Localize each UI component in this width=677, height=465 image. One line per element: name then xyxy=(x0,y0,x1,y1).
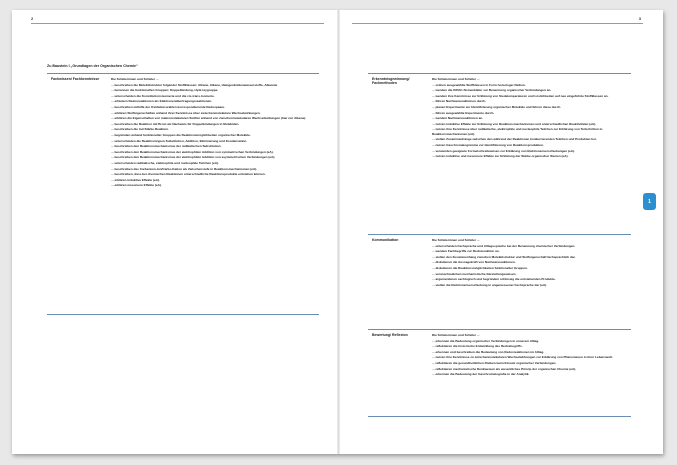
header-rule-left xyxy=(31,23,324,24)
competence-item: ... wenden ihre Kenntnisse zur Erklärung von Siedetemperaturen und Löslichkeiten auf neu eingeführte Stoffklassen an. xyxy=(432,93,609,98)
competence-item: ... planen Experimente zur Identifizierung organischer Moleküle und führen diese durch. xyxy=(432,105,562,110)
competence-item: ... nutzen induktive Effekte zur Erklärung von Reaktionsmechanismen und unterschiedlichen Reaktivitäten (eA). xyxy=(432,121,597,126)
competence-table-right xyxy=(368,73,631,417)
competence-item: ... erklären induktive Effekte (eA). xyxy=(111,177,160,182)
competence-item: ... unterscheiden Fachsprache und Alltagssprache bei der Benennung chemischer Verbindungen. xyxy=(432,243,576,248)
row-intro: Die Schülerinnen und Schüler ... xyxy=(432,238,480,242)
competence-item: ... beschreiben den Reaktionsmechanismus der elektrophilen Addition von asymmetrischen Verbindungen (eA). xyxy=(111,155,276,160)
competence-item: ... nutzen Gaschromatogramme zur Identifizierung von Reaktionsprodukten. xyxy=(432,142,544,147)
competence-item: ... erkennen die Bedeutung organischer Verbindungen in unserem Alltag. xyxy=(432,338,540,343)
competence-item: ... wenden Nachweisreaktionen an. xyxy=(432,116,484,121)
competence-list xyxy=(432,83,625,159)
competence-list xyxy=(111,83,313,188)
competence-item: ... nutzen induktive und mesomere Effekte zur Erklärung der Stärke organischer Säuren (eA). xyxy=(432,154,569,159)
competence-item: ... diskutieren die Reaktionsmöglichkeiten funktioneller Gruppen. xyxy=(432,266,528,271)
competence-item: ... unterscheiden die Reaktionstypen Substitution, Addition, Eliminierung und Kondensation. xyxy=(111,138,248,143)
page-fold xyxy=(337,10,340,454)
row-intro: Die Schülerinnen und Schüler ... xyxy=(432,333,480,337)
row-label: Kommunikation xyxy=(372,238,399,242)
table-row-erkenntnisgewinnung xyxy=(368,74,631,234)
competence-item: ... erkennen die Bedeutung der Gaschromatografie in der Analytik. xyxy=(432,372,530,377)
competence-item: ... reflektieren mechanistische Denkweisen als wesentliches Prinzip der organischen Chemie (eA). xyxy=(432,366,577,371)
row-label: Fachwissen/ Fachkenntnisse xyxy=(51,77,100,81)
competence-item: ... verwenden geeignete Formelschreibweisen zur Erklärung von Elektronenverschiebungen (eA). xyxy=(432,148,575,153)
row-content xyxy=(432,238,625,288)
competence-item: ... nutzen ihre Kenntnisse über radikalische, elektrophile und nucleophile Teilchen zur Erklärung von Teilschritten in Reaktionsmechanismen (eA). xyxy=(432,127,603,136)
row-label: Bewertung/ Reflexion xyxy=(372,333,408,337)
competence-item: ... beschreiben die Iod-Stärke-Reaktion. xyxy=(111,127,169,132)
competence-item: ... reflektieren die gesundheitlichen Risiken beim Einsatz organischer Verbindungen. xyxy=(432,361,557,366)
competence-item: ... nutzen ihre Kenntnisse zu zwischenmolekularen Wechselwirkungen zur Erklärung von Phänomenen in ihrer Lebenswelt. xyxy=(432,355,613,360)
row-intro: Die Schülerinnen und Schüler ... xyxy=(111,77,159,81)
row-intro: Die Schülerinnen und Schüler ... xyxy=(432,77,480,81)
row-content xyxy=(111,77,313,189)
competence-item: ... stellen die Elektronenverschiebung in angemessener Fachsprache dar (eA). xyxy=(432,282,548,287)
competence-item: ... argumentieren sachlogisch und begründen schlüssig die entstehenden Produkte. xyxy=(432,277,556,282)
competence-item: ... benennen die funktionellen Gruppen: Doppelbindung, Hydroxygruppe. xyxy=(111,88,219,93)
competence-item: ... beschreiben die Reaktion mit Brom als Nachweis für Doppelbindungen in Molekülen. xyxy=(111,121,240,126)
competence-item: ... erkennen und beschreiben die Bedeutung von Redoxreaktionen im Alltag. xyxy=(432,349,545,354)
book-spread xyxy=(12,10,663,454)
competence-item: ... beschreiben den Reaktionsmechanismus der elektrophilen Addition von symmetrischen Verbindungen (eA). xyxy=(111,149,274,154)
competence-item: ... diskutieren die Aussagekraft von Nachweisreaktionen. xyxy=(432,260,516,265)
page-number-left: 2 xyxy=(31,16,34,21)
competence-item: ... beschreiben, dass bei chemischen Reaktionen unterschiedliche Reaktionsprodukte entstehen können. xyxy=(111,172,266,177)
row-label: Erkenntnisgewinnung/ Fachmethoden xyxy=(372,77,410,86)
competence-table-left xyxy=(47,73,319,315)
competence-item: ... führen Nachweisreaktionen durch. xyxy=(432,99,487,104)
competence-item: ... unterscheiden radikalische, elektrophile und nucleophile Teilchen (eA). xyxy=(111,161,219,165)
competence-item: ... erläutern Redoxreaktionen als Elektronenübertragungsreaktionen. xyxy=(111,99,213,104)
chapter-tab-marker[interactable]: 1 xyxy=(643,193,656,210)
competence-item: ... unterscheiden die Konstitutionsisomerie und die cis-trans-Isomerie. xyxy=(111,93,215,98)
competence-item: ... wenden Fachbegriffe zur Redoxreaktion an. xyxy=(432,249,500,254)
competence-item: ... erklären die Eigenschaften von makromolekularen Stoffen anhand von zwischenmolekularen Wechselwirkungen (hier nur Alkene). xyxy=(111,116,307,121)
competence-item: ... begründen anhand funktioneller Gruppen die Reaktionsmöglichkeiten organischer Moleküle. xyxy=(111,133,251,138)
competence-list xyxy=(432,339,625,377)
competence-item: ... beschreiben die Molekülstruktur folgender Stoffklassen: Alkane, Alkene, Halogenkohlenwasserstoffe, Alkanole xyxy=(111,82,278,87)
competence-item: ... wenden die IUPAC-Nomenklatur zur Benennung organischer Verbindungen an. xyxy=(432,88,552,93)
row-content xyxy=(432,77,625,160)
table-row-bewertung xyxy=(368,329,631,417)
row-content xyxy=(432,333,625,378)
competence-item: ... erklären mesomere Effekte (eA). xyxy=(111,183,162,188)
table-row-fachwissen xyxy=(47,74,319,314)
competence-item: ... führen ausgewählte Experimente durch. xyxy=(432,110,495,115)
competence-item: ... stellen Zusammenhänge zwischen den während der Reaktionen konkurrierenden Teilchen und Produkten her. xyxy=(432,137,597,142)
section-heading: Zu Baustein I „Grundlagen der Organischen Chemie“ xyxy=(47,64,138,68)
header-rule-right xyxy=(352,23,643,24)
page-number-right: 3 xyxy=(638,16,641,21)
competence-item: ... stellen den Zusammenhang zwischen Molekülstruktur und Stoffeigenschaft fachsprachlich dar. xyxy=(432,254,576,259)
competence-item: ... beschreiben mithilfe der Oxidationszahlen korrespondierende Redoxpaare. xyxy=(111,105,225,110)
competence-item: ... ordnen ausgewählte Stoffklassen in Form homologer Reihen. xyxy=(432,82,526,87)
competence-item: ... beschreiben das Carbenium-Ion/Carbo-Kation als Zwischenstufe in Reaktionsmechanismen (eA). xyxy=(111,166,258,171)
competence-item: ... reflektieren die historische Entwicklung des Redoxbegriffs. xyxy=(432,344,523,349)
competence-item: ... veranschaulichen mechanistische Darstellungsweisen. xyxy=(432,271,517,276)
competence-item: ... erklären Stoffeigenschaften anhand ihrer Kenntnisse über zwischenmolekulare Wechselwirkungen. xyxy=(111,110,261,115)
table-row-kommunikation xyxy=(368,234,631,325)
competence-list xyxy=(432,244,625,287)
competence-item: ... beschreiben den Reaktionsmechanismus der radikalischen Substitution. xyxy=(111,144,222,149)
